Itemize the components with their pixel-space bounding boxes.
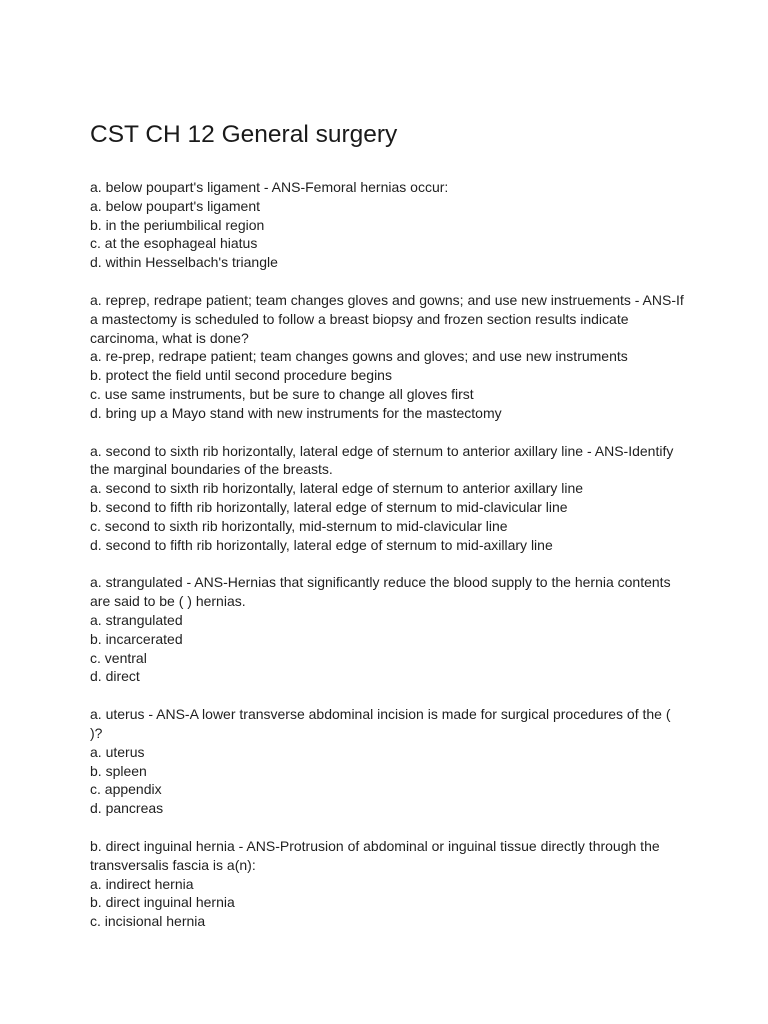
- question-answer-line: a. strangulated - ANS-Hernias that significantly reduce the blood supply to the hernia contents: [90, 574, 671, 591]
- question-answer-line: a. reprep, redrape patient; team changes gloves and gowns; and use new instruements - ANS-If: [90, 291, 684, 308]
- answer-option: a. second to sixth rib horizontally, lateral edge of sternum to anterior axillary line: [90, 480, 584, 497]
- question-block: [90, 837, 682, 931]
- answer-option: a. below poupart's ligament: [90, 197, 260, 214]
- answer-option: )?: [90, 724, 103, 741]
- answer-option: b. protect the field until second procedure begins: [90, 367, 392, 384]
- answer-option: a. indirect hernia: [90, 875, 194, 892]
- answer-option: a mastectomy is scheduled to follow a breast biopsy and frozen section results indicate: [90, 310, 629, 327]
- page-title: CST CH 12 General surgery: [90, 121, 398, 148]
- answer-option: a. strangulated: [90, 611, 183, 628]
- question-answer-line: a. second to sixth rib horizontally, lateral edge of sternum to anterior axillary line - ANS-Identify: [90, 442, 674, 459]
- question-answer-line: b. direct inguinal hernia - ANS-Protrusion of abdominal or inguinal tissue directly through the: [90, 837, 660, 854]
- question-block: [90, 705, 682, 818]
- question-block: [90, 291, 682, 423]
- answer-option: d. bring up a Mayo stand with new instruments for the mastectomy: [90, 404, 502, 421]
- answer-option: b. second to fifth rib horizontally, lateral edge of sternum to mid-clavicular line: [90, 498, 568, 515]
- answer-option: a. re-prep, redrape patient; team changes gowns and gloves; and use new instruments: [90, 348, 628, 365]
- question-answer-line: a. uterus - ANS-A lower transverse abdominal incision is made for surgical procedures of the (: [90, 706, 671, 723]
- answer-option: the marginal boundaries of the breasts.: [90, 461, 333, 478]
- answer-option: b. direct inguinal hernia: [90, 894, 235, 911]
- answer-option: b. spleen: [90, 762, 147, 779]
- question-block: [90, 573, 682, 686]
- answer-option: c. incisional hernia: [90, 913, 206, 930]
- answer-option: d. direct: [90, 668, 140, 685]
- answer-option: d. second to fifth rib horizontally, lateral edge of sternum to mid-axillary line: [90, 536, 553, 553]
- answer-option: c. appendix: [90, 781, 162, 798]
- question-block: [90, 178, 682, 272]
- answer-option: are said to be ( ) hernias.: [90, 593, 246, 610]
- answer-option: d. pancreas: [90, 800, 164, 817]
- answer-option: c. at the esophageal hiatus: [90, 235, 258, 252]
- answer-option: b. in the periumbilical region: [90, 216, 265, 233]
- answer-option: transversalis fascia is a(n):: [90, 856, 256, 873]
- question-answer-line: a. below poupart's ligament - ANS-Femoral hernias occur:: [90, 179, 449, 195]
- question-block: [90, 442, 682, 555]
- question-list: [90, 178, 682, 950]
- answer-option: c. second to sixth rib horizontally, mid-sternum to mid-clavicular line: [90, 517, 508, 534]
- answer-option: c. ventral: [90, 649, 147, 666]
- answer-option: d. within Hesselbach's triangle: [90, 254, 278, 271]
- answer-option: b. incarcerated: [90, 630, 183, 647]
- answer-option: a. uterus: [90, 743, 145, 760]
- answer-option: c. use same instruments, but be sure to change all gloves first: [90, 385, 474, 402]
- answer-option: carcinoma, what is done?: [90, 329, 249, 346]
